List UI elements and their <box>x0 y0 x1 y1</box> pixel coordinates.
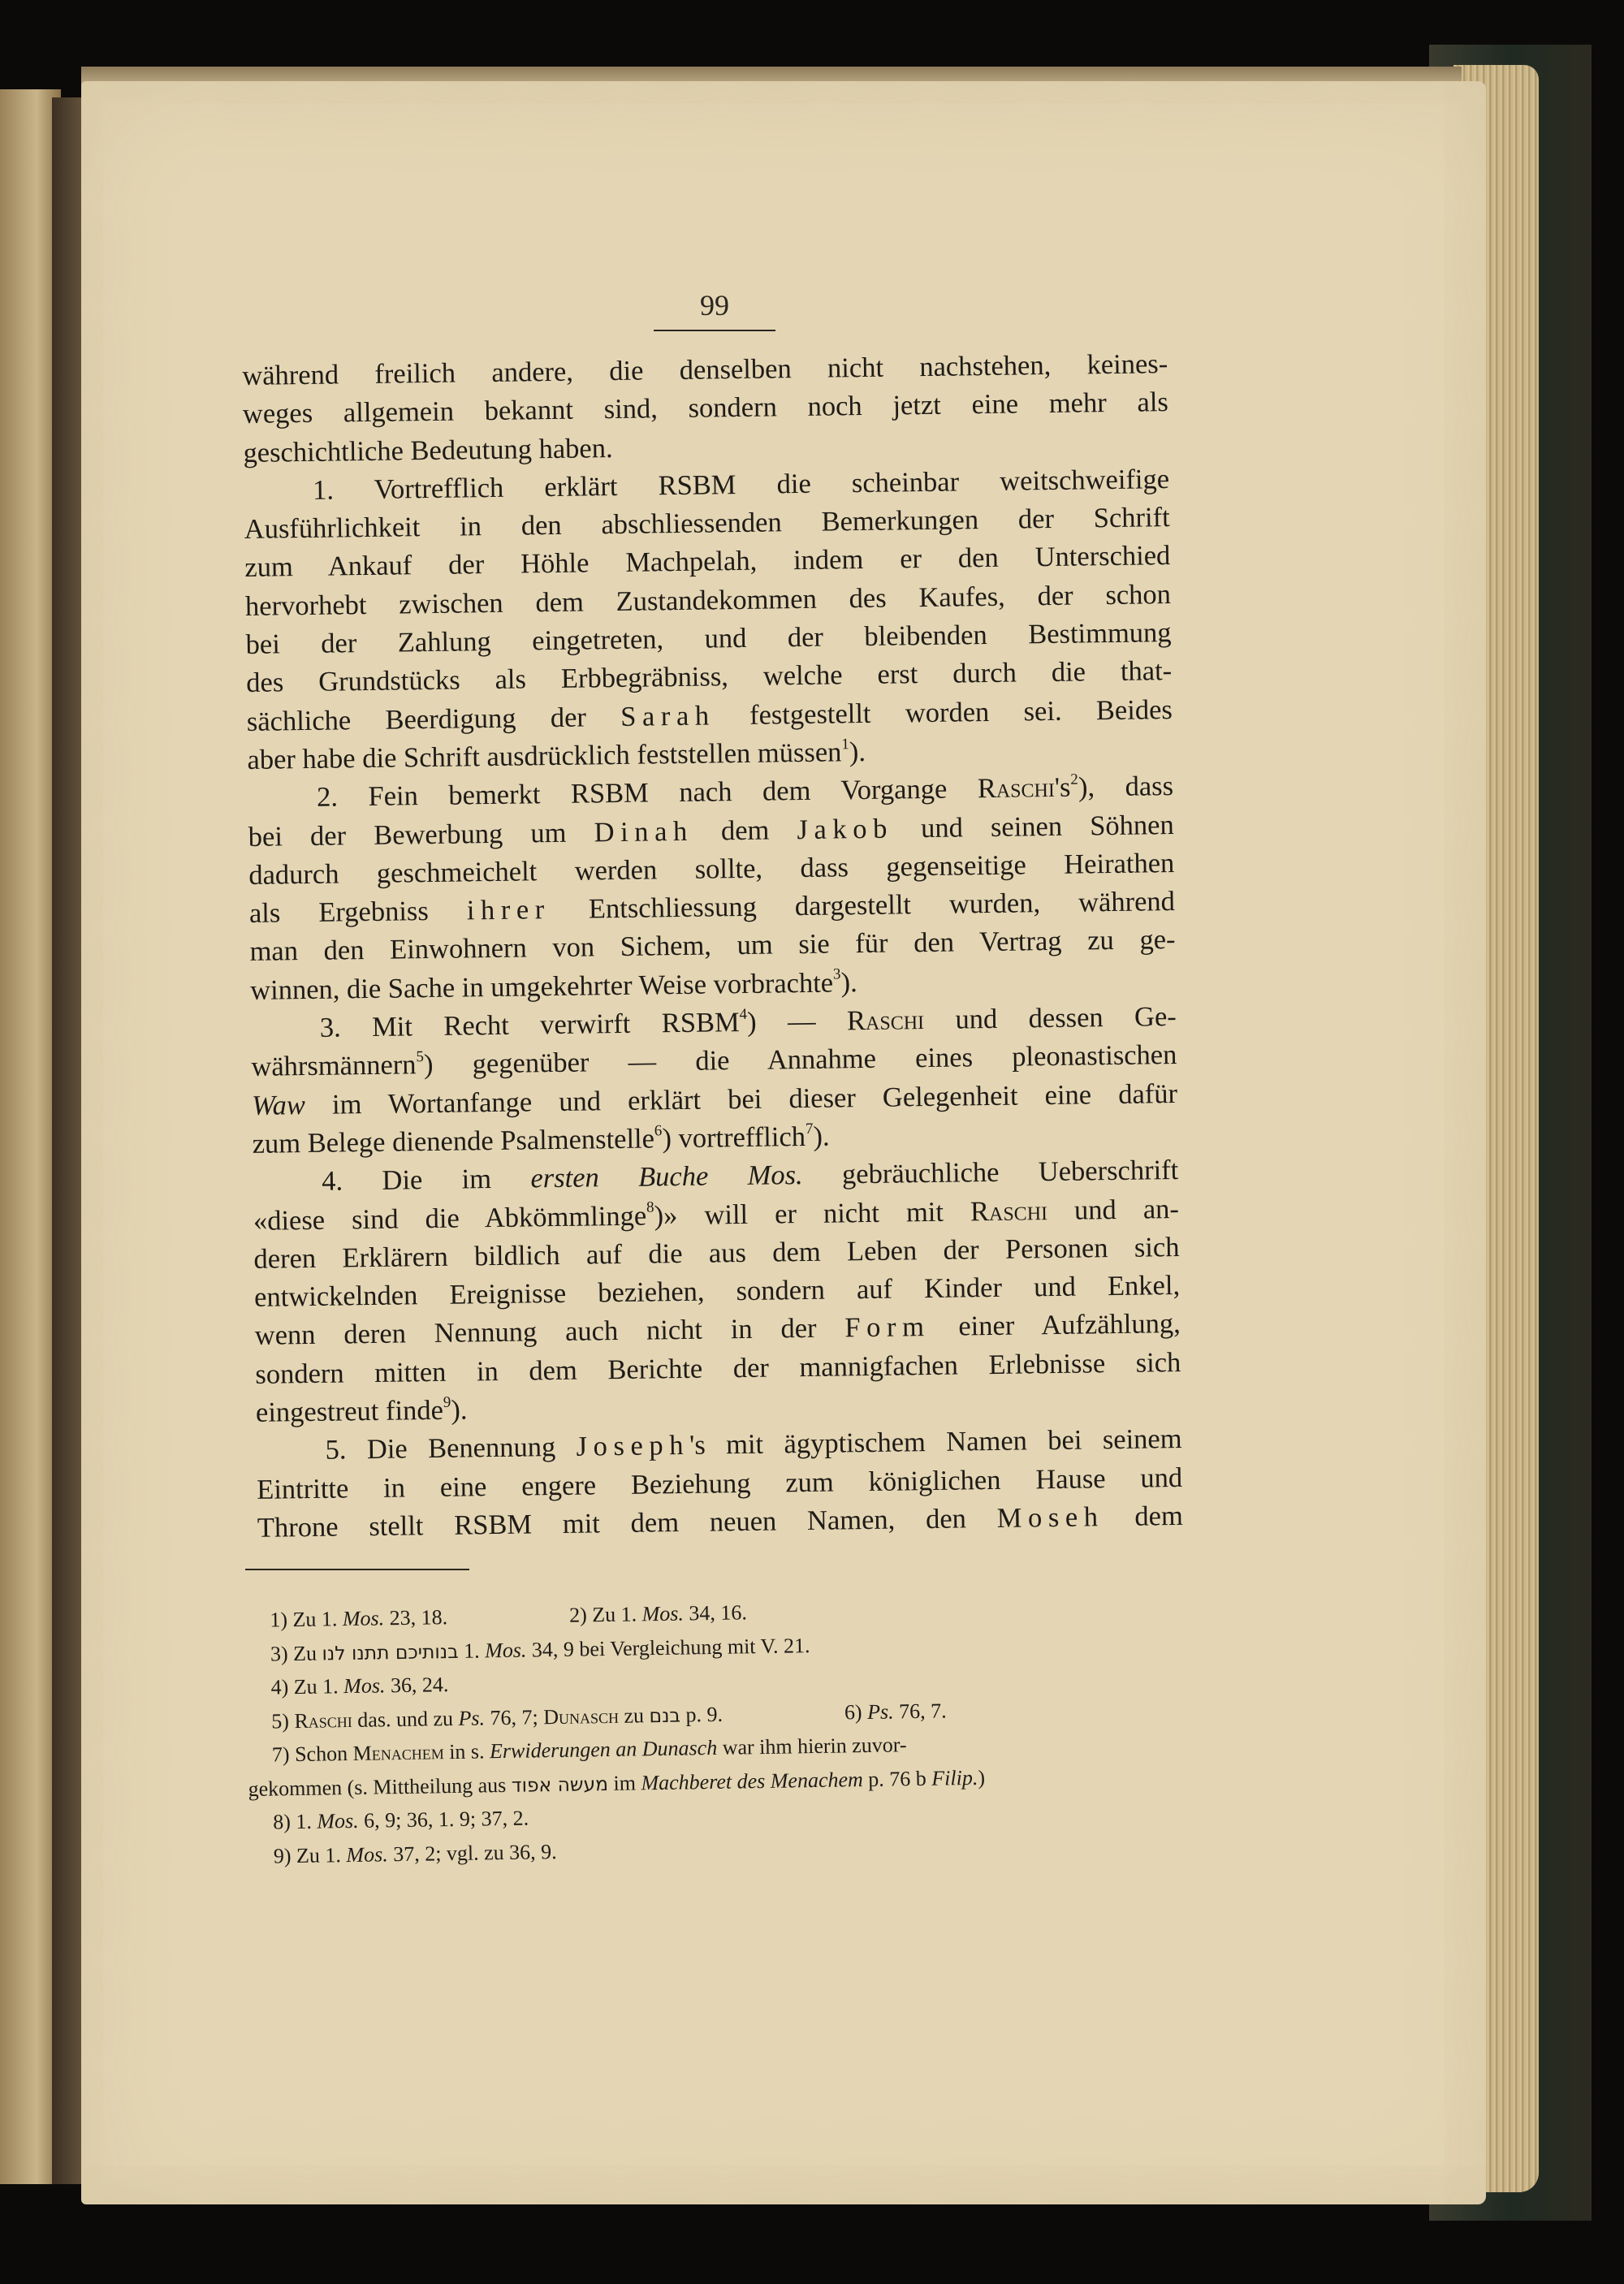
footnote-ref: 6 <box>654 1121 663 1140</box>
text-line: 2. Fein bemerkt RSBM nach dem Vorgange $Raschi's^2$), dass <box>316 771 1174 814</box>
footnote: 5) Raschi das. und zu Ps. 76, 7; Dunasch zu בנם p. 9. 6) Ps. 76, 7. <box>271 1698 947 1734</box>
footnote-ref: 8 <box>646 1198 654 1216</box>
text-line: Eintritte in eine engere Beziehung zum königlichen Hause und <box>257 1462 1183 1505</box>
text-line: hervorhebt zwischen dem Zustandekommen des Kaufes, der schon <box>244 578 1172 622</box>
footnote-ref: 5 <box>416 1048 425 1066</box>
text-line: 4. Die im ersten Buche Mos. gebräuchliche Ueberschrift <box>322 1155 1179 1198</box>
main-text <box>242 345 1183 1548</box>
footnote: 3) Zu בנותיכם תתנו לנו 1. Mos. 34, 9 bei Vergleichung mit V. 21. <box>270 1633 810 1666</box>
footnote-ref: 4 <box>739 1005 748 1023</box>
footnote: 4) Zu 1. Mos. 36, 24. <box>270 1673 449 1699</box>
text-line: entwickelnden Ereignisse beziehen, sondern auf Kinder und Enkel, <box>253 1270 1181 1314</box>
text-line: sächliche Beerdigung der Sarah festgestellt worden sei. Beides <box>246 693 1173 737</box>
text-line: «diese sind die Abkömmlinge$^8$)» will er nicht mit Raschi und an- <box>253 1193 1180 1237</box>
footnote: 1) Zu 1. Mos. 23, 18. 2) Zu 1. Mos. 34, 16. <box>270 1600 748 1632</box>
text-line: 5. Die Benennung Joseph's mit ägyptischem Namen bei seinem <box>325 1423 1182 1466</box>
footnotes <box>245 1589 1175 1873</box>
text-line: des Grundstücks als Erbbegräbniss, welche erst durch die that- <box>246 655 1173 699</box>
footnote: 8) 1. Mos. 6, 9; 36, 1. 9; 37, 2. <box>273 1806 529 1834</box>
text-line: aber habe die Schrift ausdrücklich feststellen müssen$^1$). <box>247 735 866 775</box>
text-line: sondern mitten in dem Berichte der mannigfachen Erlebnisse sich <box>255 1346 1181 1390</box>
text-line: man den Einwohnern von Sichem, um sie für den Vertrag zu ge- <box>249 924 1176 968</box>
text-line: bei der Bewerbung um Dinah dem Jakob und seinen Söhnen <box>248 809 1174 853</box>
page-number: 99 <box>700 289 729 322</box>
text-line: während freilich andere, die denselben nicht nachstehen, keines- <box>242 348 1168 391</box>
footnote-rule <box>245 1569 469 1570</box>
footnote: 9) Zu 1. Mos. 37, 2; vgl. zu 36, 9. <box>273 1839 557 1867</box>
text-line: 3. Mit Recht verwirft RSBM$^4$) — Raschi und dessen Ge- <box>319 1001 1177 1043</box>
spaced-name: Sarah <box>620 700 715 732</box>
text-line: zum Ankauf der Höhle Machpelah, indem er den Unterschied <box>244 540 1171 584</box>
text-line: deren Erklärern bildlich auf die aus dem Leben der Personen sich <box>253 1231 1180 1275</box>
text-line: währsmännern$^5$) gegenüber — die Annahme eines pleonastischen <box>251 1039 1177 1083</box>
text-line: winnen, die Sache in umgekehrter Weise vorbrachte$^3$). <box>249 965 857 1006</box>
text-line: bei der Zahlung eingetreten, und der bleibenden Bestimmung <box>245 617 1172 661</box>
text-line: geschichtliche Bedeutung haben. <box>243 432 613 468</box>
text-line: eingestreut finde$^9$). <box>255 1393 468 1428</box>
text-line: Throne stellt RSBM mit dem neuen Namen, den Moseh dem <box>257 1500 1184 1544</box>
footnote-ref: 1 <box>841 735 849 753</box>
text-line: 1. Vortrefflich erklärt RSBM die scheinbar weitschweifige <box>312 463 1170 506</box>
text-line: Ausführlichkeit in den abschliessenden Bemerkungen der Schrift <box>244 502 1170 546</box>
text-line: dadurch geschmeichelt werden sollte, dass gegenseitige Heirathen <box>248 847 1175 891</box>
footnote-ref: 7 <box>805 1120 814 1138</box>
footnote-ref: 9 <box>443 1393 451 1411</box>
footnote-ref: 3 <box>832 965 841 983</box>
footnote-ref: 2 <box>1070 771 1078 788</box>
text-line: weges allgemein bekannt sind, sondern noch jetzt eine mehr als <box>242 386 1169 430</box>
footnote: 7) Schon Menachem in s. Erwiderungen an Dunasch war ihm hierin zuvor- <box>271 1733 907 1767</box>
text-line: Waw im Wortanfange und erklärt bei dieser Gelegenheit eine dafür <box>251 1077 1178 1121</box>
text-line: als Ergebniss ihrer Entschliessung dargestellt wurden, während <box>248 886 1176 930</box>
footnote: gekommen (s. Mittheilung aus מעשה אפוד im Machberet des Menachem p. 76 b Filip.) <box>248 1765 986 1801</box>
header-rule <box>654 330 775 331</box>
text-line: zum Belege dienende Psalmenstelle$^6$) vortrefflich$^7$). <box>252 1120 830 1159</box>
text-line: wenn deren Nennung auch nicht in der Form einer Aufzählung, <box>254 1308 1181 1352</box>
